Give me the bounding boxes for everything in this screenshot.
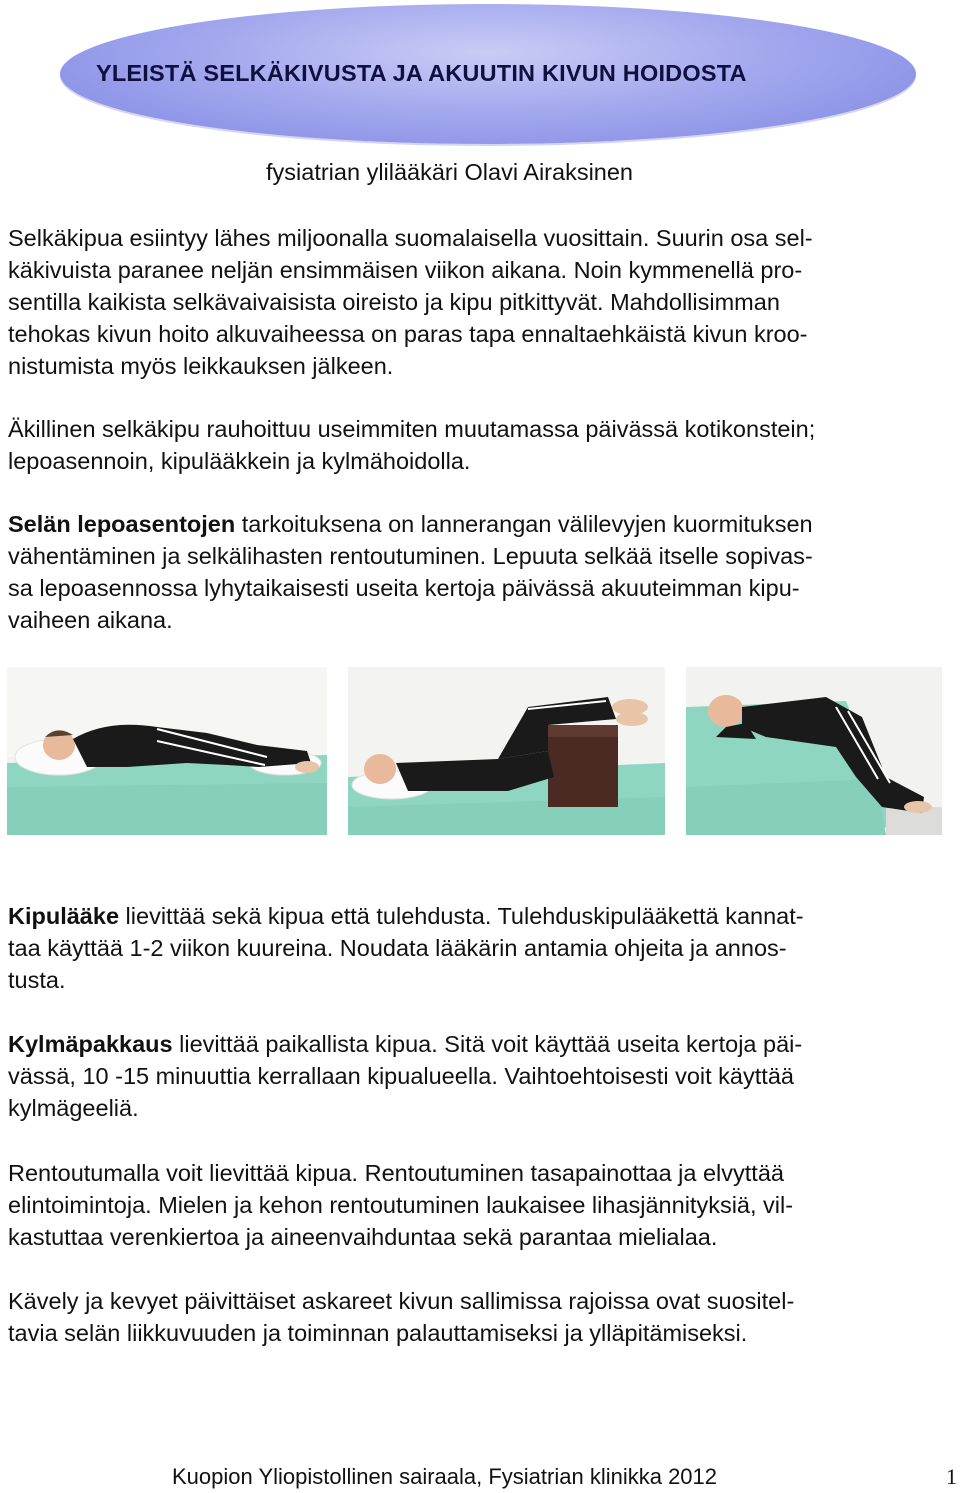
text-line: vaiheen aikana.: [8, 607, 173, 633]
text-line: tavia selän liikkuvuuden ja toiminnan palauttamiseksi ja ylläpitämiseksi.: [8, 1320, 748, 1346]
paragraph-medicine: [8, 900, 956, 996]
text-line: käkivuista paranee neljän ensimmäisen viikon aikana. Noin kymmenellä pro-: [8, 257, 803, 283]
paragraph-walking: [8, 1285, 956, 1349]
text-span: tarkoituksena on lannerangan välilevyjen kuormituksen: [235, 511, 813, 537]
bold-term: Kylmäpakkaus: [8, 1031, 173, 1057]
text-span: lievittää sekä kipua että tulehdusta. Tulehduskipulääkettä kannat-: [119, 903, 804, 929]
author-line: fysiatrian ylilääkäri Olavi Airaksinen: [266, 159, 634, 185]
footer-text: Kuopion Yliopistollinen sairaala, Fysiatrian klinikka 2012: [172, 1464, 718, 1489]
text-line: kastuttaa verenkiertoa ja aineenvaihduntaa sekä parantaa mielialaa.: [8, 1224, 718, 1250]
text-line: taa käyttää 1-2 viikon kuureina. Noudata lääkärin antamia ohjeita ja annos-: [8, 935, 787, 961]
bold-term: Kipulääke: [8, 903, 120, 929]
text-line: lepoasennoin, kipulääkkein ja kylmähoidolla.: [8, 448, 471, 474]
paragraph-rest-positions: [8, 508, 956, 636]
text-line: sentilla kaikista selkävaivaisista oireisto ja kipu pitkittyvät. Mahdollisimman: [8, 289, 780, 315]
text-line: [8, 900, 956, 932]
photo-side-lying: [7, 667, 327, 835]
text-line: elintoimintoja. Mielen ja kehon rentoutuminen laukaisee lihasjännityksiä, vil-: [8, 1192, 794, 1218]
text-line: [8, 508, 956, 540]
photo-legs-on-box: [348, 667, 665, 835]
paragraph-intro: [8, 222, 956, 382]
text-span: lievittää paikallista kipua. Sitä voit käyttää useita kertoja päi-: [172, 1031, 803, 1057]
page-title: YLEISTÄ SELKÄKIVUSTA JA AKUUTIN KIVUN HOIDOSTA: [96, 60, 747, 86]
text-line: Äkillinen selkäkipu rauhoittuu useimmiten muutamassa päivässä kotikonstein;: [8, 416, 816, 442]
text-line: Kävely ja kevyet päivittäiset askareet kivun sallimissa rajoissa ovat suositel-: [8, 1288, 795, 1314]
page-number: 1: [946, 1464, 957, 1489]
paragraph-sudden-pain: [8, 413, 956, 477]
text-line: kylmägeeliä.: [8, 1095, 139, 1121]
text-line: Selkäkipua esiintyy lähes miljoonalla suomalaisella vuosittain. Suurin osa sel-: [8, 225, 813, 251]
photo-kneeling-forward: [686, 667, 942, 835]
text-line: tusta.: [8, 967, 66, 993]
text-line: [8, 1028, 956, 1060]
text-line: vässä, 10 -15 minuuttia kerrallaan kipualueella. Vaihtoehtoisesti voit käyttää: [8, 1063, 794, 1089]
text-line: sa lepoasennossa lyhytaikaisesti useita kertoja päivässä akuuteimman kipu-: [8, 575, 800, 601]
paragraph-relaxation: [8, 1157, 956, 1253]
text-line: Rentoutumalla voit lievittää kipua. Rentoutuminen tasapainottaa ja elvyttää: [8, 1160, 784, 1186]
text-line: tehokas kivun hoito alkuvaiheessa on paras tapa ennaltaehkäistä kivun kroo-: [8, 321, 808, 347]
text-line: nistumista myös leikkauksen jälkeen.: [8, 353, 394, 379]
text-line: vähentäminen ja selkälihasten rentoutuminen. Lepuuta selkää itselle sopivas-: [8, 543, 813, 569]
paragraph-cold-pack: [8, 1028, 956, 1124]
bold-term: Selän lepoasentojen: [8, 511, 236, 537]
